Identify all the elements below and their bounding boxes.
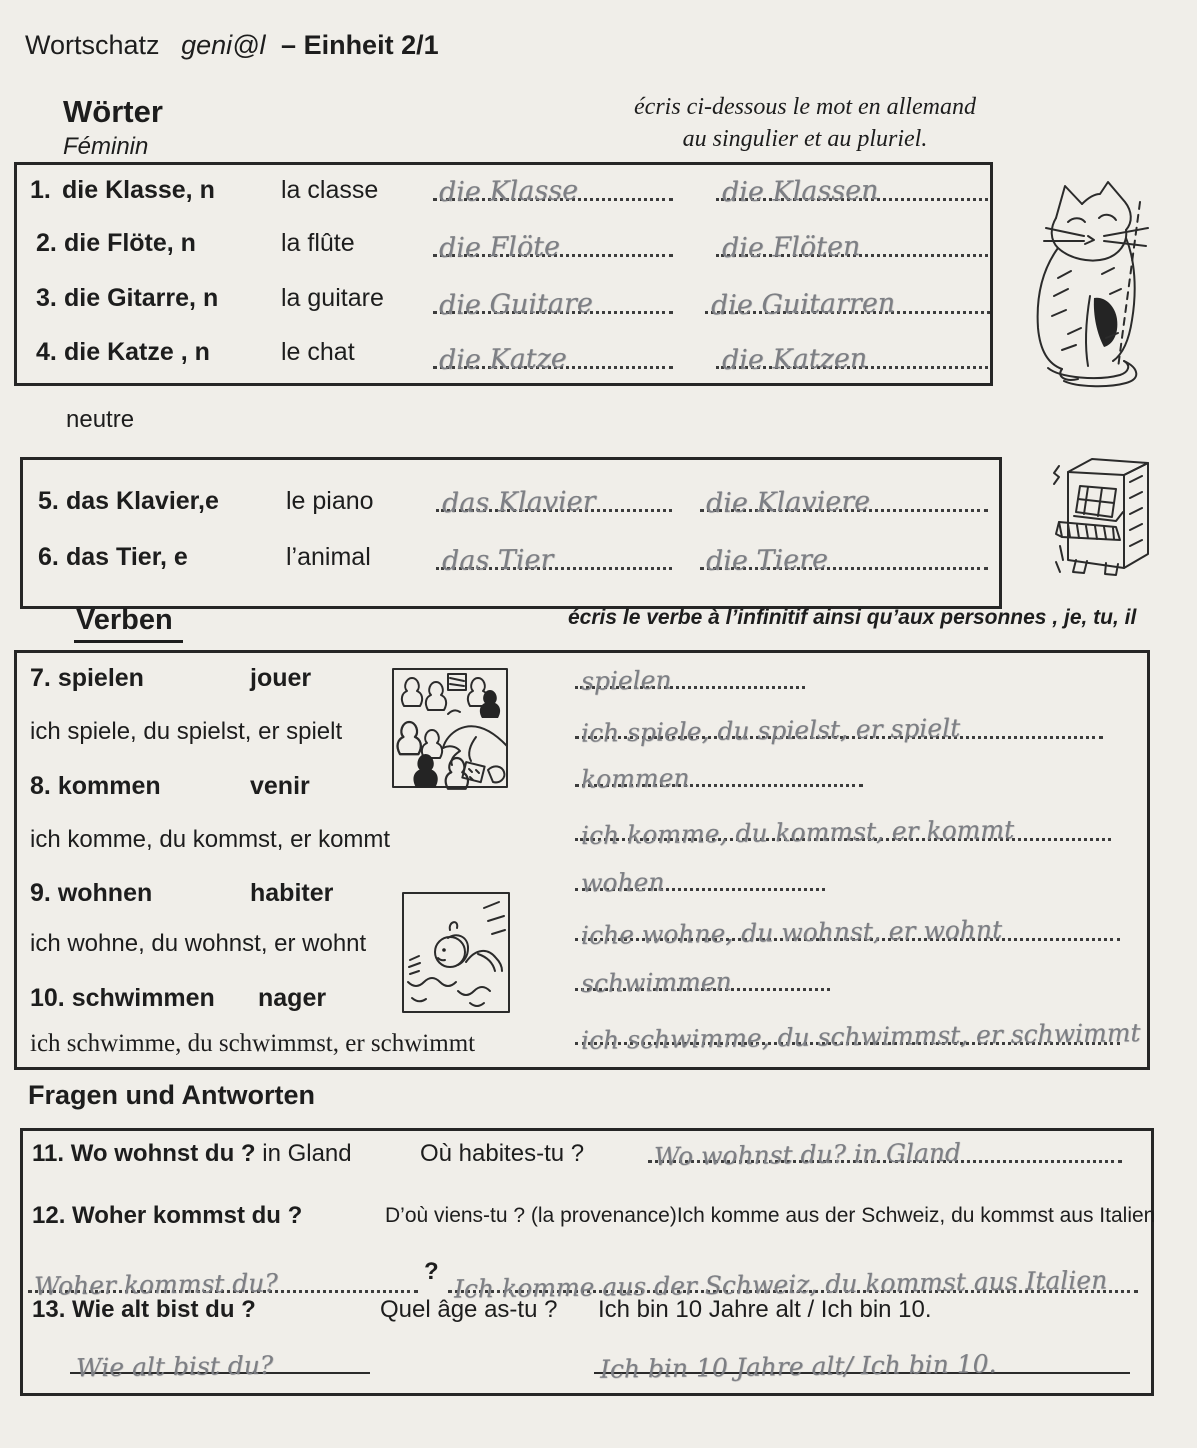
noun-german: das Klavier,e [66,487,219,515]
handwritten-plural: die Flöten [721,231,861,264]
infinitive-answer-line [575,948,830,999]
handwritten-answer-13: Ich bin 10 Jahre alt/ Ich bin 10. [599,1349,997,1384]
noun-german: die Katze , n [64,338,210,366]
handwritten-plural: die Katzen [721,342,868,377]
conjugation-answer-line [575,798,1111,851]
noun-french: la flûte [281,229,355,257]
handwritten-infinitive: spielen [580,665,672,696]
cat-illustration [1028,178,1168,393]
noun-german: die Klasse, n [62,176,215,204]
noun-german: 4. [36,338,57,366]
verben-instruction: écris le verbe à l’infinitif ainsi qu’aux personnes , je, tu, il [568,606,1137,629]
woerter-instruction-line2: au singulier et au pluriel. [682,126,928,152]
noun-french: l’animal [286,543,371,571]
plural-answer-line [700,469,988,520]
singular-answer-line [433,271,673,322]
verben-heading: Verben [74,604,183,643]
noun-german: die Flöte, n [64,229,196,257]
infinitive-answer-line [575,848,825,898]
question-13: 13. Wie alt bist du ? [32,1296,256,1323]
singular-answer-line [433,326,673,376]
verb-conjugation: ich spiele, du spielst, er spielt [30,718,343,745]
singular-answer-line [433,158,673,208]
noun-french: la classe [281,176,379,204]
board-game-illustration [390,666,510,790]
noun-german: 1. [30,176,51,204]
handwritten-conjugation: ich schwimme, du schwimmst, er schwimmt [580,1018,1141,1055]
singular-answer-line [433,214,673,264]
question-13-french: Quel âge as-tu ? [380,1296,558,1323]
handwritten-singular: die Klasse [438,175,579,208]
woerter-heading: Wörter [63,94,163,129]
verb-french: habiter [250,879,334,907]
question-12: 12. Woher kommst du ? [32,1202,303,1229]
plural-answer-line [716,214,988,264]
noun-german: 5. [38,487,59,515]
question-12-french-and-answer: D’où viens-tu ? (la provenance)Ich komme aus der Schweiz, du kommst aus Italien [385,1204,1156,1227]
verb-conjugation: ich komme, du kommst, er kommt [30,826,391,853]
handwritten-infinitive: wohen [580,867,665,898]
answer-13-printed: Ich bin 10 Jahre alt / Ich bin 10. [598,1296,932,1323]
handwritten-singular: das Tier [441,544,554,577]
question-11: 11. Wo wohnst du ? in Gland [32,1140,352,1167]
verb-french: venir [250,772,310,800]
noun-french: le piano [286,487,374,515]
plural-answer-line [716,158,988,209]
handwritten-plural: die Klassen [721,174,879,209]
handwritten-plural: die Tiere [705,544,829,577]
noun-german: 3. [36,284,57,312]
infinitive-answer-line [575,646,805,696]
conjugation-answer-line [575,696,1103,748]
neutre-label: neutre [66,406,135,433]
handwritten-conjugation: ich komme, du kommst, er kommt [580,814,1015,851]
handwritten-singular: die Guitare [438,287,594,322]
conjugation-answer-line [575,1002,1141,1055]
page-title [25,30,439,61]
infinitive-answer-line [575,744,863,794]
woerter-instruction-line1: écris ci-dessous le mot en allemand [634,94,976,120]
piano-illustration [1046,442,1170,587]
verb-german: 9. wohnen [30,879,153,907]
singular-answer-line [436,527,672,577]
handwritten-plural: die Klaviere [705,485,871,520]
noun-german: 6. [38,543,59,571]
handwritten-question-13: Wie alt bist du? [75,1350,274,1383]
verb-conjugation: ich wohne, du wohnst, er wohnt [30,930,367,957]
handwritten-answer-11: Wo wohnst du? in Gland [653,1137,962,1172]
verb-french: nager [258,984,327,1012]
verb-german: 10. schwimmen [30,984,215,1012]
title-word-unit: – Einheit 2/1 [281,30,439,60]
verb-german: 7. spielen [30,664,144,692]
answer-11-line [648,1120,1122,1172]
title-word-brand: geni@l [181,30,266,60]
noun-german: 2. [36,229,57,257]
answer-13-question-line [70,1332,370,1383]
handwritten-infinitive: kommen [580,763,690,794]
handwritten-answer-12: Ich komme aus der Schweiz, du kommst aus Italien [453,1265,1108,1304]
noun-german: die Gitarre, n [64,284,219,312]
plural-answer-line [716,326,988,377]
answer-12-line [448,1250,1138,1304]
noun-french: la guitare [281,284,384,312]
handwritten-singular: das Klavier [441,485,596,520]
singular-answer-line [436,469,672,520]
feminin-label: Féminin [63,133,149,160]
verb-french: jouer [250,664,312,692]
handwritten-infinitive: schwimmen [580,966,732,999]
handwritten-singular: die Katze [438,343,568,376]
fragen-heading: Fragen und Antworten [28,1080,315,1110]
question-11-french: Où habites-tu ? [420,1140,585,1167]
verb-conjugation: ich schwimme, du schwimmst, er schwimmt [30,1030,476,1057]
handwritten-singular: die Flöte [438,231,561,264]
answer-12-question-line [28,1250,418,1301]
verb-german: 8. kommen [30,772,161,800]
handwritten-conjugation: iche wohne, du wohnst, er wohnt [580,915,1003,950]
noun-german: das Tier, e [66,543,188,571]
swimmer-illustration [400,890,512,1015]
title-word-regular: Wortschatz [25,30,160,60]
handwritten-plural: die Guitarren [710,287,896,322]
plural-answer-line [705,271,990,322]
printed-question-mark: ? [424,1258,439,1285]
noun-french: le chat [281,338,355,366]
plural-answer-line [700,527,988,577]
handwritten-question-12: Woher kommst du? [33,1268,278,1301]
conjugation-answer-line [575,898,1120,950]
answer-13-line [594,1332,1130,1384]
handwritten-conjugation: ich spiele, du spielst, er spielt [580,713,961,748]
